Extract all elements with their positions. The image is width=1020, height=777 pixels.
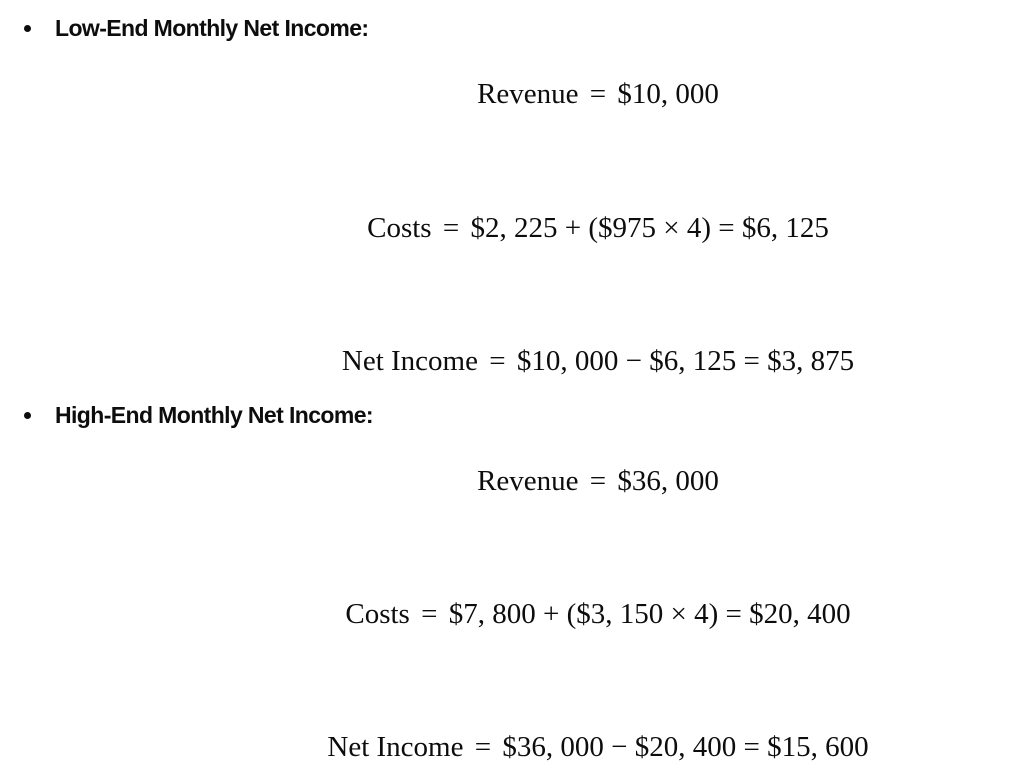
section-heading-high-end: High-End Monthly Net Income:	[55, 402, 373, 428]
section-heading-low-end: Low-End Monthly Net Income:	[55, 15, 369, 41]
equation-rhs: $7, 800 + ($3, 150 × 4) = $20, 400	[448, 598, 851, 630]
equation-rhs: $2, 225 + ($975 × 4) = $6, 125	[470, 212, 829, 244]
bullet-dot-icon	[24, 412, 31, 419]
equation-lhs: Revenue	[477, 78, 579, 110]
equation-rhs: $10, 000	[617, 78, 719, 110]
equation-lhs: Net Income	[341, 345, 478, 377]
equation-low-costs: Costs = $2, 225 + ($975 × 4) = $6, 125	[367, 212, 829, 244]
equation-rhs: $36, 000	[617, 465, 719, 497]
equation-lhs: Revenue	[477, 465, 579, 497]
bullet-dot-icon	[24, 25, 31, 32]
equation-low-revenue: Revenue = $10, 000	[477, 78, 719, 110]
equation-lhs: Net Income	[327, 731, 464, 763]
equation-high-net-income: Net Income = $36, 000 − $20, 400 = $15, 600	[327, 731, 869, 763]
equation-rhs: $36, 000 − $20, 400 = $15, 600	[502, 731, 869, 763]
equation-rhs: $10, 000 − $6, 125 = $3, 875	[516, 345, 855, 377]
equation-high-costs: Costs = $7, 800 + ($3, 150 × 4) = $20, 400	[345, 598, 851, 630]
equation-low-net-income: Net Income = $10, 000 − $6, 125 = $3, 875	[341, 345, 855, 377]
equation-lhs: Costs	[345, 598, 410, 630]
equation-lhs: Costs	[367, 212, 432, 244]
equation-high-revenue: Revenue = $36, 000	[477, 465, 719, 497]
